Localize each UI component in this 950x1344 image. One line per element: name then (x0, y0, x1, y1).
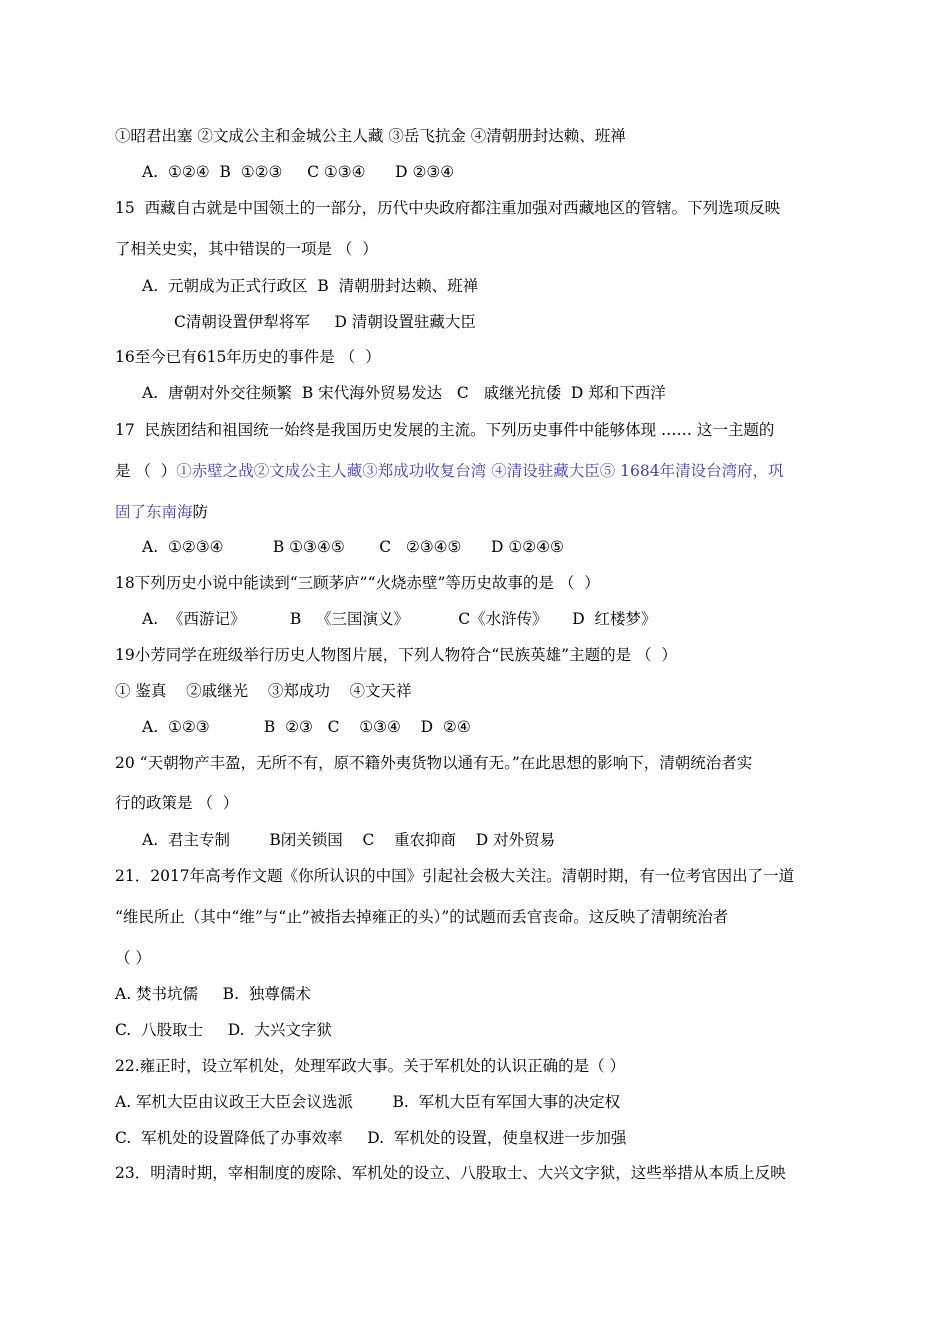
q15-choices-cd: C清朝设置伊犁将军 D 清朝设置驻藏大臣 (174, 313, 476, 331)
q19-stem: 19小芳同学在班级举行历史人物图片展，下列人物符合“民族英雄”主题的是 （ ） (115, 646, 677, 664)
q21-stem-line2: “维民所止（其中“维”与“止”被指去掉雍正的头）”的试题而丢官丧命。这反映了清朝统治者 (115, 908, 729, 926)
q20-stem-line2: 行的政策是 （ ） (115, 794, 239, 812)
q15-choices-ab: A. 元朝成为正式行政区 B 清朝册封达赖、班禅 (142, 277, 479, 295)
q22-choices-ab: A. 军机大臣由议政王大臣会议选派 B. 军机大臣有军国大事的决定权 (115, 1093, 621, 1111)
q15-stem-line2: 了相关史实，其中错误的一项是 （ ） (115, 240, 378, 258)
q19-persons: ① 鉴真 ②戚继光 ③郑成功 ④文天祥 (115, 682, 412, 700)
q21-stem-line3: （ ） (115, 949, 151, 967)
q21-choices-ab: A. 焚书坑儒 B. 独尊儒术 (115, 985, 311, 1003)
q16-choices: A. 唐朝对外交往频繁 B 宋代海外贸易发达 C 戚继光抗倭 D 郑和下西洋 (142, 384, 666, 402)
q17-events-cont: 固了东南海 (115, 503, 193, 521)
q23-stem: 23．明清时期，宰相制度的废除、军机处的设立、八股取士、大兴文字狱，这些举措从本质上反映 (115, 1164, 786, 1182)
q18-choices: A. 《西游记》 B 《三国演义》 C《水浒传》 D 红楼梦》 (142, 610, 657, 628)
q18-stem: 18下列历史小说中能读到“三顾茅庐”“火烧赤壁”等历史故事的是 （ ） (115, 574, 600, 592)
q21-stem-line1: 21．2017年高考作文题《你所认识的中国》引起社会极大关注。清朝时期，有一位考官因出了一道 (115, 867, 795, 885)
q22-stem: 22.雍正时，设立军机处，处理军政大事。关于军机处的认识正确的是（ ） (115, 1057, 626, 1075)
q14-answer-choices: A. ①②④ B ①②③ C ①③④ D ②③④ (142, 163, 455, 181)
q16-stem: 16至今已有615年历史的事件是 （ ） (115, 348, 381, 366)
q14-options-list: ①昭君出塞 ②文成公主和金城公主人藏 ③岳飞抗金 ④清朝册封达赖、班禅 (115, 127, 626, 145)
q17-events-list: ①赤壁之战②文成公主人藏③郑成功收复台湾 ④清设驻藏大臣⑤ 1684年清设台湾府，巩 (176, 462, 784, 480)
q17-stem-line2 (115, 461, 784, 481)
q15-stem-line1: 15 西藏自古就是中国领土的一部分，历代中央政府都注重加强对西藏地区的管辖。下列选项反映 (115, 199, 781, 217)
q22-choices-cd: C. 军机处的设置降低了办事效率 D. 军机处的设置，使皇权进一步加强 (115, 1129, 627, 1147)
q17-choices: A. ①②③④ B ①③④⑤ C ②③④⑤ D ①②④⑤ (142, 538, 564, 556)
q17-events-end: 防 (192, 503, 209, 521)
q20-choices: A. 君主专制 B闭关锁国 C 重农抑商 D 对外贸易 (142, 831, 556, 849)
q17-stem-line1: 17 民族团结和祖国统一始终是我国历史发展的主流。下列历史事件中能够体现 …… 这一主题的 (115, 421, 775, 439)
q17-prompt: 是 （ ） (115, 462, 177, 480)
q19-choices: A. ①②③ B ②③ C ①③④ D ②④ (142, 718, 471, 736)
q17-stem-line3 (115, 502, 208, 522)
q20-stem-line1: 20 “天朝物产丰盈，无所不有，原不籍外夷货物以通有无。”在此思想的影响下，清朝统治者实 (115, 754, 753, 772)
q21-choices-cd: C. 八股取士 D. 大兴文字狱 (115, 1021, 332, 1039)
